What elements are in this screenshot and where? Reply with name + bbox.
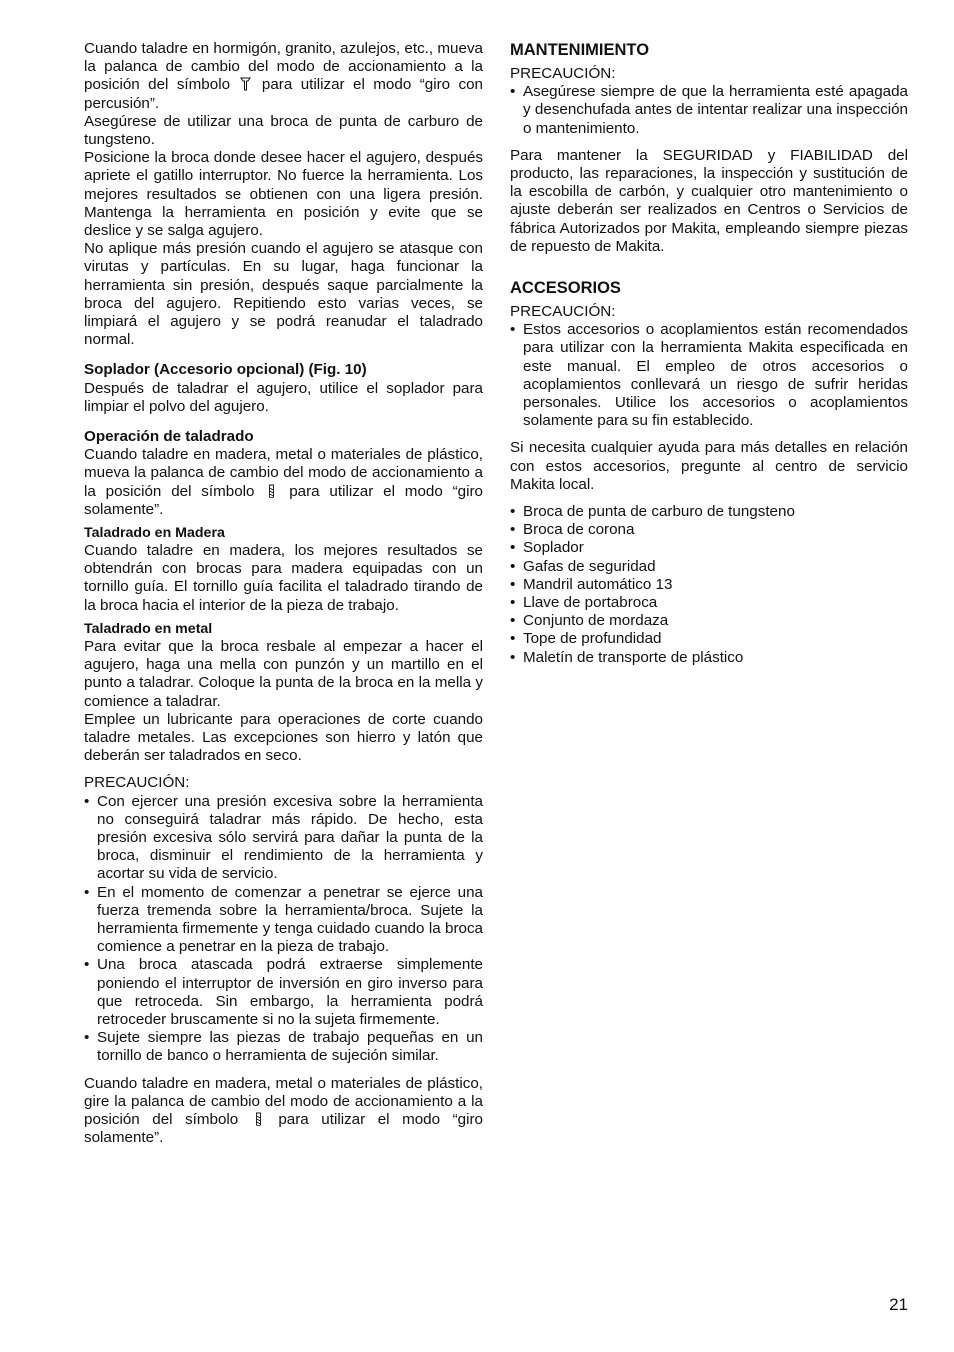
caution-list [84,793,483,1066]
metal-drilling-paragraph-1: Para evitar que la broca resbale al empezar a hacer el agujero, haga una mella con punzón y un martillo en el punto a taladrar. Coloque la punta de la broca en la mella y comience a taladrar. [84,637,483,710]
accessories-list [510,503,908,667]
maintenance-heading: MANTENIMIENTO [510,41,650,59]
metal-drilling-paragraph-2: Emplee un lubricante para operaciones de corte cuando taladre metales. Las excepciones son hierro y latón que deberán ser taladrados en seco. [84,710,483,765]
metal-drilling-heading: Taladrado en metal [84,620,213,637]
list-item: • Con ejercer una presión excesiva sobre la herramienta no conseguirá taladrar más rápido. De hecho, esta presión excesiva sólo servirá para dañar la punta de la broca, disminuir el rendimiento de la herramienta y acortar su vida de servicio. [84,793,483,884]
list-item: • Una broca atascada podrá extraerse simplemente poniendo el interruptor de inversión en giro inverso para que retroceda. Sin embargo, la herramienta podrá retroceder bruscamente si no la sujeta firmemente. [84,956,483,1029]
list-item: • Broca de corona [510,521,908,539]
list-item: • Tope de profundidad [510,630,908,648]
list-item: • Conjunto de mordaza [510,612,908,630]
position-bit-paragraph: Posicione la broca donde desee hacer el agujero, después apriete el gatillo interruptor. No fuerce la herramienta. Los mejores resultados se obtienen con una ligera presión. Mantenga la herramienta en posición y evite que se deslice y se salga agujero. [84,149,483,240]
blower-heading: Soplador (Accesorio opcional) (Fig. 10) [84,361,367,379]
list-item: • Mandril automático 13 [510,576,908,594]
hammer-mode-paragraph: Cuando taladre en hormigón, granito, azulejos, etc., mueva la palanca de cambio del modo de accionamiento a la posición del símbolo para utilizar el modo “giro con percusión”. [84,40,483,112]
left-column [84,40,483,1147]
accessories-caution-list [510,321,908,430]
list-item: • Sujete siempre las piezas de trabajo pequeñas en un tornillo de banco o herramienta de sujeción similar. [84,1029,483,1065]
accessories-caution-label: PRECAUCIÓN: [510,303,616,321]
caution-label: PRECAUCIÓN: [84,774,190,792]
drill-bit-icon [253,1112,264,1126]
list-item: • Llave de portabroca [510,594,908,612]
list-item: • Asegúrese siempre de que la herramienta esté apagada y desenchufada antes de intentar realizar una inspección o mantenimiento. [510,83,908,138]
accessories-paragraph: Si necesita cualquier ayuda para más detalles en relación con estos accesorios, pregunte al centro de servicio Makita local. [510,439,908,493]
blower-paragraph: Después de taladrar el agujero, utilice el soplador para limpiar el polvo del agujero. [84,379,483,415]
accessories-heading: ACCESORIOS [510,279,621,298]
carbide-bit-paragraph: Asegúrese de utilizar una broca de punta de carburo de tungsteno. [84,112,483,149]
list-item: • Gafas de seguridad [510,558,908,576]
list-item: • Broca de punta de carburo de tungsteno [510,503,908,521]
page-number: 21 [889,1295,908,1314]
rotation-only-paragraph: Cuando taladre en madera, metal o materiales de plástico, gire la palanca de cambio del modo de accionamiento a la posición del símbolo para utilizar el modo “giro solamente”. [84,1074,483,1147]
maintenance-caution-label: PRECAUCIÓN: [510,65,616,82]
list-item: • En el momento de comenzar a penetrar se ejerce una fuerza tremenda sobre la herramienta/broca. Sujete la herramienta firmemente y tenga cuidado cuando la broca comience a penetrar en la pieza de trabajo. [84,884,483,957]
drill-bit-icon [266,484,277,498]
list-item: • Maletín de transporte de plástico [510,649,908,667]
list-item: • Soplador [510,539,908,557]
drilling-operation-heading: Operación de taladrado [84,428,254,446]
drilling-operation-paragraph: Cuando taladre en madera, metal o materiales de plástico, mueva la palanca de cambio del modo de accionamiento a la posición del símbolo para utilizar el modo “giro solamente”. [84,446,483,518]
hammer-drill-icon [240,77,251,91]
clogged-hole-paragraph: No aplique más presión cuando el agujero se atasque con virutas y partículas. En su lugar, haga funcionar la herramienta sin presión, después saque parcialmente la broca del agujero. Repitiendo esto varias veces, se limpiará el agujero y se podrá reanudar el taladrado normal. [84,240,483,349]
list-item: • Estos accesorios o acoplamientos están recomendados para utilizar con la herramienta Makita especificada en este manual. El empleo de otros accesorios o acoplamientos conllevará un riesgo de sufrir heridas personales. Utilice los accesorios o acoplamientos solamente para su fin establecido. [510,321,908,430]
wood-drilling-heading: Taladrado en Madera [84,525,225,542]
maintenance-caution-list [510,83,908,138]
right-column [510,40,908,667]
maintenance-paragraph: Para mantener la SEGURIDAD y FIABILIDAD del producto, las reparaciones, la inspección y sustitución de la escobilla de carbón, y cualquier otro mantenimiento o ajuste deberán ser realizados en Centros o Servicios de fábrica Autorizados por Makita, empleando siempre piezas de repuesto de Makita. [510,146,908,255]
wood-drilling-paragraph: Cuando taladre en madera, los mejores resultados se obtendrán con brocas para madera equipadas con un tornillo guía. El tornillo guía facilita el taladrado tirando de la broca hacia el interior de la pieza de trabajo. [84,542,483,614]
